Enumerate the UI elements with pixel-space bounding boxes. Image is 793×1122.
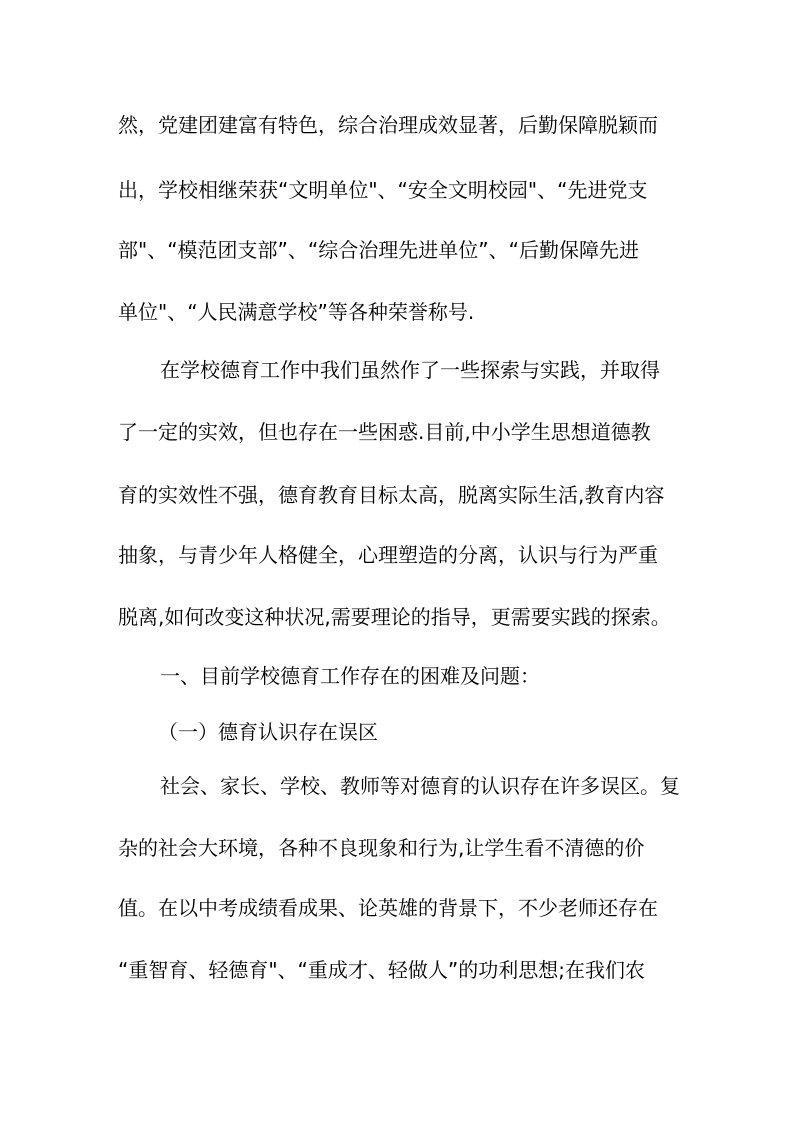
text-line: 单位"、“人民满意学校”等各种荣誉称号. <box>118 300 475 324</box>
text-line: 部"、“模范团支部”、“综合治理先进单位”、“后勤保障先进 <box>118 238 640 262</box>
text-line: 育的实效性不强，德育教育目标太高，脱离实际生活,教育内容 <box>118 483 665 507</box>
text-line: “重智育、轻德育"、“重成才、轻做人”的功利思想;在我们农 <box>118 958 646 982</box>
text-line: 在学校德育工作中我们虽然作了一些探索与实践，并取得 <box>160 358 660 382</box>
text-line: 抽象，与青少年人格健全，心理塑造的分离，认识与行为严重 <box>118 543 658 567</box>
text-line: 社会、家长、学校、教师等对德育的认识存在许多误区。复 <box>160 774 680 798</box>
text-line: 了一定的实效，但也存在一些困惑.目前,中小学生思想道德教 <box>118 420 651 444</box>
section-heading: 一、目前学校德育工作存在的困难及问题： <box>160 664 540 688</box>
text-line: 脱离,如何改变这种状况,需要理论的指导，更需要实践的探索。 <box>118 605 671 629</box>
text-line: 然，党建团建富有特色，综合治理成效显著，后勤保障脱颖而 <box>118 113 658 137</box>
subsection-heading: （一）德育认识存在误区 <box>158 720 378 744</box>
text-line: 杂的社会大环境，各种不良现象和行为,让学生看不清德的价 <box>118 836 645 860</box>
text-line: 值。在以中考成绩看成果、论英雄的背景下，不少老师还存在 <box>118 896 658 920</box>
text-line: 出，学校相继荣获“文明单位"、“安全文明校园"、“先进党支 <box>118 178 648 202</box>
